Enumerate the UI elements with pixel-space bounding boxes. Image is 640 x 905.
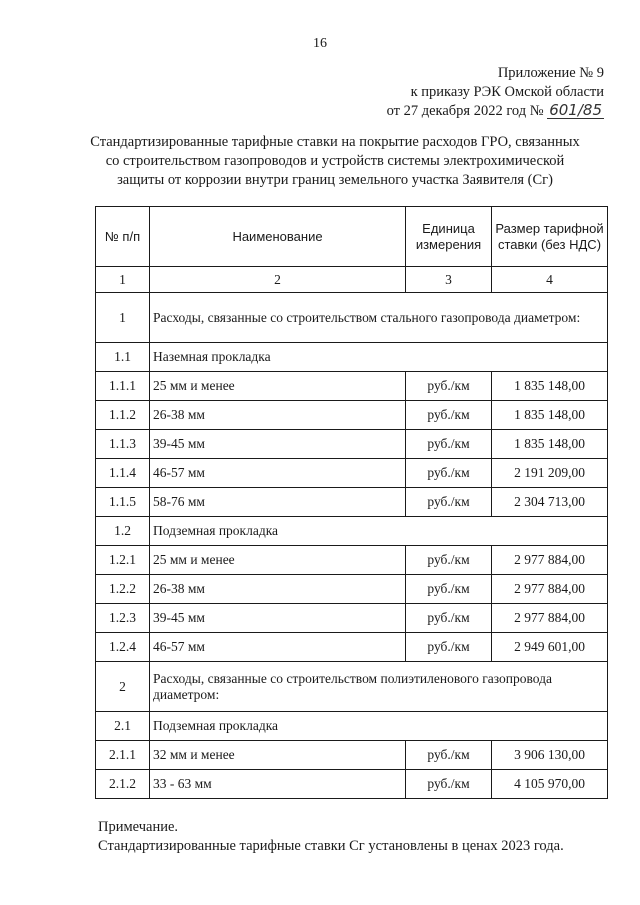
- row-unit: руб./км: [406, 575, 492, 604]
- row-number: 1.2: [96, 517, 150, 546]
- row-name: Подземная прокладка: [150, 712, 608, 741]
- table-row: [96, 517, 608, 546]
- row-unit: руб./км: [406, 459, 492, 488]
- row-unit: руб./км: [406, 372, 492, 401]
- row-number: 1.2.3: [96, 604, 150, 633]
- row-name: 33 - 63 мм: [150, 770, 406, 799]
- row-number: 1.1: [96, 343, 150, 372]
- handwritten-order-number: 601/85: [549, 101, 602, 119]
- row-unit: руб./км: [406, 401, 492, 430]
- row-number: 1.1.2: [96, 401, 150, 430]
- table-row: [96, 488, 608, 517]
- row-value: 1 835 148,00: [492, 372, 608, 401]
- row-value: 2 191 209,00: [492, 459, 608, 488]
- table-row: [96, 575, 608, 604]
- table-row: [96, 372, 608, 401]
- row-name: 46-57 мм: [150, 633, 406, 662]
- row-value: 2 977 884,00: [492, 575, 608, 604]
- table-row: [96, 293, 608, 343]
- appendix-reference: [387, 64, 604, 121]
- row-unit: руб./км: [406, 741, 492, 770]
- row-number: 1.1.1: [96, 372, 150, 401]
- header-rate: Размер тарифной ставки (без НДС): [492, 207, 608, 267]
- row-unit: руб./км: [406, 488, 492, 517]
- column-number-2: 2: [150, 267, 406, 293]
- note-section: [98, 818, 564, 856]
- row-value: 2 977 884,00: [492, 604, 608, 633]
- title-line-2: со строительством газопроводов и устройств системы электрохимической: [105, 153, 565, 169]
- row-number: 1.2.2: [96, 575, 150, 604]
- table-row: [96, 770, 608, 799]
- table-row: [96, 343, 608, 372]
- appendix-line-2: к приказу РЭК Омской области: [410, 84, 604, 100]
- table-row: [96, 662, 608, 712]
- row-name: Подземная прокладка: [150, 517, 608, 546]
- row-name: Расходы, связанные со строительством стального газопровода диаметром:: [150, 293, 608, 343]
- column-number-1: 1: [96, 267, 150, 293]
- row-number: 1.2.1: [96, 546, 150, 575]
- table-body: [96, 293, 608, 799]
- row-number: 1: [96, 293, 150, 343]
- table-header-row: [96, 207, 608, 267]
- row-number: 2: [96, 662, 150, 712]
- row-value: 3 906 130,00: [492, 741, 608, 770]
- row-name: 39-45 мм: [150, 430, 406, 459]
- row-number: 1.1.3: [96, 430, 150, 459]
- row-name: 58-76 мм: [150, 488, 406, 517]
- row-name: 32 мм и менее: [150, 741, 406, 770]
- title-line-1: Стандартизированные тарифные ставки на покрытие расходов ГРО, связанных: [90, 134, 580, 150]
- row-number: 1.2.4: [96, 633, 150, 662]
- page-number: 16: [313, 36, 327, 51]
- row-number: 1.1.4: [96, 459, 150, 488]
- row-unit: руб./км: [406, 770, 492, 799]
- column-number-3: 3: [406, 267, 492, 293]
- row-name: 39-45 мм: [150, 604, 406, 633]
- row-number: 2.1: [96, 712, 150, 741]
- note-heading: Примечание.: [98, 819, 179, 835]
- header-name: Наименование: [150, 207, 406, 267]
- row-value: 2 977 884,00: [492, 546, 608, 575]
- row-number: 2.1.1: [96, 741, 150, 770]
- table-row: [96, 741, 608, 770]
- row-unit: руб./км: [406, 546, 492, 575]
- row-value: 4 105 970,00: [492, 770, 608, 799]
- row-name: 46-57 мм: [150, 459, 406, 488]
- row-number: 2.1.2: [96, 770, 150, 799]
- row-value: 2 304 713,00: [492, 488, 608, 517]
- row-name: Расходы, связанные со строительством полиэтиленового газопровода диаметром:: [150, 662, 608, 712]
- row-unit: руб./км: [406, 604, 492, 633]
- appendix-line-1: Приложение № 9: [497, 65, 604, 81]
- row-name: Наземная прокладка: [150, 343, 608, 372]
- document-title: [70, 133, 600, 190]
- table-row: [96, 633, 608, 662]
- title-line-3: защиты от коррозии внутри границ земельного участка Заявителя (Сг): [117, 172, 553, 188]
- appendix-date: от 27 декабря 2022 год №: [386, 103, 544, 119]
- header-unit: Единица измерения: [406, 207, 492, 267]
- table-row: [96, 604, 608, 633]
- table-row: [96, 459, 608, 488]
- row-unit: руб./км: [406, 633, 492, 662]
- table-row: [96, 430, 608, 459]
- note-text: Стандартизированные тарифные ставки Сг установлены в ценах 2023 года.: [98, 838, 564, 854]
- row-name: 25 мм и менее: [150, 546, 406, 575]
- row-unit: руб./км: [406, 430, 492, 459]
- row-value: 1 835 148,00: [492, 430, 608, 459]
- row-name: 26-38 мм: [150, 575, 406, 604]
- column-number-4: 4: [492, 267, 608, 293]
- header-number: № п/п: [96, 207, 150, 267]
- column-number-row: [96, 267, 608, 293]
- row-name: 25 мм и менее: [150, 372, 406, 401]
- table-row: [96, 401, 608, 430]
- tariff-table: [95, 206, 608, 799]
- row-value: 1 835 148,00: [492, 401, 608, 430]
- row-value: 2 949 601,00: [492, 633, 608, 662]
- row-number: 1.1.5: [96, 488, 150, 517]
- table-row: [96, 712, 608, 741]
- appendix-line-3: [387, 102, 604, 121]
- table-row: [96, 546, 608, 575]
- row-name: 26-38 мм: [150, 401, 406, 430]
